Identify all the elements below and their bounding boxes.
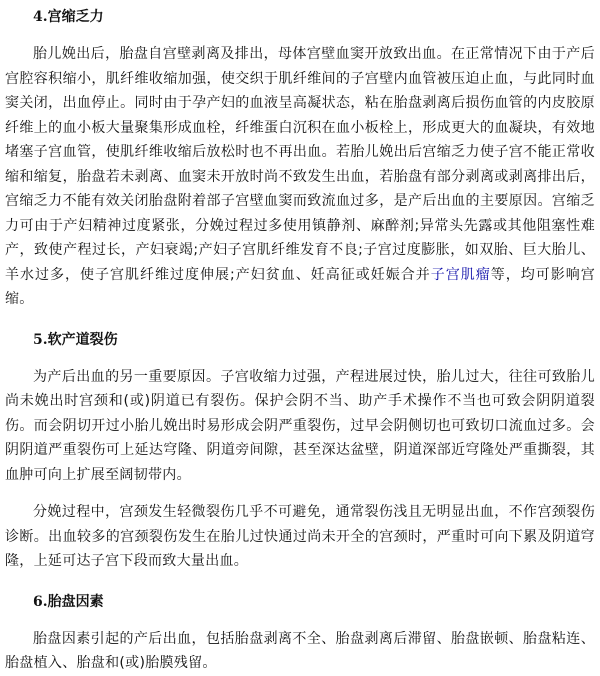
- paragraph-text: 胎儿娩出后，胎盘自宫壁剥离及排出，母体宫壁血窦开放致出血。在正常情况下由于产后宫腔容积缩小，肌纤维收缩加强，使交织于肌纤维间的子宫壁内血管被压迫止血，与此同时血窦关闭，出血停止。同时由于孕产妇的血液呈高凝状态，粘在胎盘剥离后损伤血管的内皮胶原纤维上的血小板大量聚集形成血栓，纤维蛋白沉积在血小板栓上，形成更大的血凝块，有效地堵塞子宫血管，使肌纤维收缩后放松时也不再出血。若胎儿娩出后宫缩乏力使子宫不能正常收缩和缩复，胎盘若未剥离、血窦未开放时尚不致发生出血，若胎盘有部分剥离或剥离排出后，宫缩乏力不能有效关闭胎盘附着部子宫壁血窦而致流血过多，是产后出血的主要原因。宫缩乏力可由于产妇精神过度紧张，分娩过程过多使用镇静剂、麻醉剂;异常头先露或其他阻塞性难产，致使产程过长，产妇衰竭;产妇子宫肌纤维发育不良;子宫过度膨胀，如双胎、巨大胎儿、羊水过多，使子宫肌纤维过度伸展;产妇贫血、妊高征或妊娠合并: [5, 46, 595, 283]
- section-heading-birth-canal-laceration: 5.软产道裂伤: [33, 331, 118, 348]
- link-uterine-fibroids[interactable]: 子宫肌瘤: [430, 266, 491, 283]
- paragraph-uterine-atony: [5, 42, 595, 312]
- section-heading-uterine-atony: 4.宫缩乏力: [33, 9, 104, 25]
- paragraph-birth-canal-laceration-1: 为产后出血的另一重要原因。子宫收缩力过强，产程进展过快，胎儿过大，往往可致胎儿尚未娩出时宫颈和(或)阴道已有裂伤。保护会阴不当、助产手术操作不当也可致会阴阴道裂伤。而会阴切开过小胎儿娩出时易形成会阴严重裂伤，过早会阴侧切也可致切口流血过多。会阴阴道严重裂伤可上延达穹隆、阴道旁间隙，甚至深达盆壁，阴道深部近穹隆处严重撕裂，其血肿可向上扩展至阔韧带内。: [5, 368, 595, 483]
- section-heading-placental-factors: 6.胎盘因素: [33, 593, 104, 610]
- paragraph-birth-canal-laceration-2: 分娩过程中，宫颈发生轻微裂伤几乎不可避免，通常裂伤浅且无明显出血，不作宫颈裂伤诊断。出血较多的宫颈裂伤发生在胎儿过快通过尚未开全的宫颈时，严重时可向下累及阴道穹隆，上延可达子宫下段而致大量出血。: [5, 504, 595, 569]
- paragraph-placental-factors: 胎盘因素引起的产后出血，包括胎盘剥离不全、胎盘剥离后滞留、胎盘嵌顿、胎盘粘连、胎盘植入、胎盘和(或)胎膜残留。: [5, 630, 595, 671]
- paragraph-text: 等，均可影响宫缩。: [5, 266, 595, 307]
